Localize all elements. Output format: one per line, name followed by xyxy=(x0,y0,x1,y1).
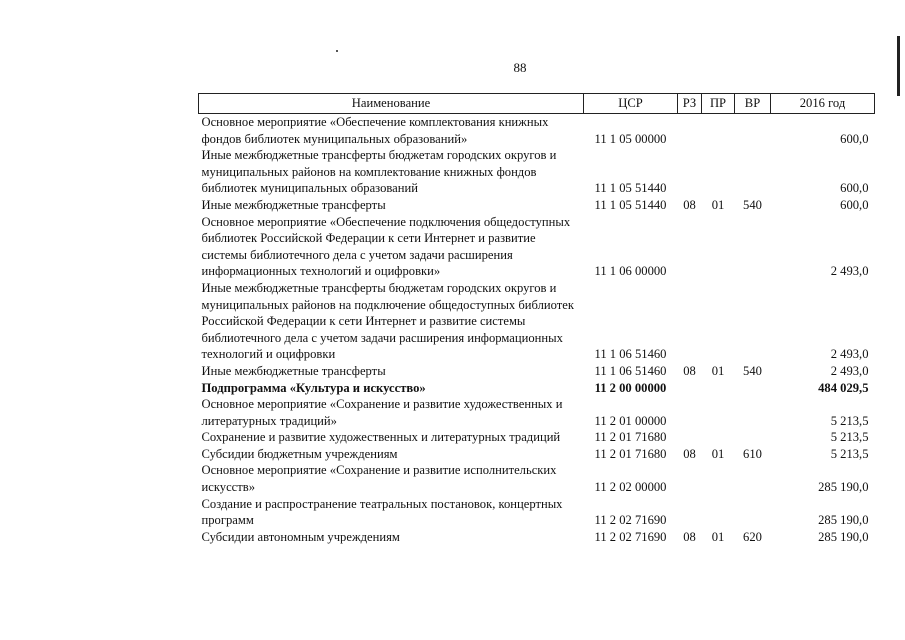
row-vr xyxy=(735,214,771,280)
row-name: Иные межбюджетные трансферты xyxy=(201,197,386,212)
row-name: Субсидии бюджетным учреждениям xyxy=(201,446,398,461)
row-vr xyxy=(735,429,771,446)
row-rz: 08 xyxy=(683,529,696,544)
row-vr: 540 xyxy=(743,197,762,212)
table-row xyxy=(199,147,875,197)
table-header xyxy=(199,94,875,114)
table-row xyxy=(199,380,875,397)
table-row xyxy=(199,462,875,495)
row-name: Иные межбюджетные трансферты бюджетам городских округов и муниципальных районов на комплектование книжных фондов библиотек муниципальных образований xyxy=(201,148,557,196)
row-vr xyxy=(735,380,771,397)
table-row xyxy=(199,114,875,148)
row-csr: 11 1 06 51460 xyxy=(594,363,667,378)
row-vr xyxy=(735,114,771,148)
table-row xyxy=(199,529,875,546)
row-rz: 08 xyxy=(683,446,696,461)
header-year: 2016 год xyxy=(771,94,875,114)
row-name: Основное мероприятие «Сохранение и развитие исполнительских искусств» xyxy=(201,463,557,495)
row-name: Создание и распространение театральных постановок, концертных программ xyxy=(201,496,563,528)
row-pr: 01 xyxy=(711,529,725,544)
header-vr: ВР xyxy=(735,94,771,114)
row-pr xyxy=(702,380,735,397)
row-pr xyxy=(702,280,735,363)
row-rz xyxy=(678,462,702,495)
row-vr xyxy=(735,462,771,495)
row-csr: 11 2 01 00000 xyxy=(594,413,667,428)
row-name: Основное мероприятие «Обеспечение подключения общедоступных библиотек Российской Федерации к сети Интернет и развитие системы библиотечного дела с учетом задачи расширения информационных технологий и оцифровки» xyxy=(201,214,571,279)
row-vr xyxy=(735,147,771,197)
row-value: 600,0 xyxy=(840,197,869,212)
row-rz xyxy=(678,429,702,446)
header-pr: ПР xyxy=(702,94,735,114)
row-rz: 08 xyxy=(683,197,696,212)
table-row xyxy=(199,429,875,446)
row-pr xyxy=(702,396,735,429)
row-name: Субсидии автономным учреждениям xyxy=(201,529,400,544)
row-pr: 01 xyxy=(711,197,725,212)
scan-speck xyxy=(336,50,338,52)
header-csr: ЦСР xyxy=(584,94,678,114)
row-value: 600,0 xyxy=(840,131,869,146)
row-value: 2 493,0 xyxy=(830,264,869,279)
header-name: Наименование xyxy=(199,94,584,114)
row-csr: 11 1 06 51460 xyxy=(594,347,667,362)
row-name: Основное мероприятие «Сохранение и развитие художественных и литературных традиций» xyxy=(201,397,563,428)
row-rz xyxy=(678,496,702,529)
row-pr xyxy=(702,462,735,495)
row-vr: 610 xyxy=(743,446,762,461)
row-value: 285 190,0 xyxy=(818,529,869,544)
row-value: 5 213,5 xyxy=(830,446,869,461)
row-rz xyxy=(678,380,702,397)
row-csr: 11 1 06 00000 xyxy=(594,264,667,279)
table-row xyxy=(199,396,875,429)
row-vr xyxy=(735,496,771,529)
row-csr: 11 1 05 51440 xyxy=(594,197,667,212)
row-csr: 11 2 02 00000 xyxy=(594,480,667,495)
row-value: 2 493,0 xyxy=(830,363,869,378)
row-rz: 08 xyxy=(683,363,696,378)
row-value: 285 190,0 xyxy=(818,513,869,528)
row-vr xyxy=(735,396,771,429)
row-csr: 11 2 02 71690 xyxy=(594,529,667,544)
table-row xyxy=(199,280,875,363)
row-name: Иные межбюджетные трансферты бюджетам городских округов и муниципальных районов на подключение общедоступных библиотек Российской Федерации к сети Интернет и развитие системы библиотечного дела с учетом задачи расширения информационных технологий и оцифровки xyxy=(201,280,574,362)
row-csr: 11 1 05 00000 xyxy=(594,131,667,146)
row-name: Подпрограмма «Культура и искусство» xyxy=(201,380,426,395)
row-csr: 11 2 01 71680 xyxy=(594,430,667,445)
row-rz xyxy=(678,147,702,197)
row-value: 5 213,5 xyxy=(830,413,869,428)
row-pr xyxy=(702,114,735,148)
row-vr: 540 xyxy=(743,363,762,378)
row-pr xyxy=(702,214,735,280)
row-rz xyxy=(678,214,702,280)
row-rz xyxy=(678,396,702,429)
table-body xyxy=(199,114,875,546)
table-row xyxy=(199,496,875,529)
row-vr: 620 xyxy=(743,529,762,544)
row-value: 600,0 xyxy=(840,181,869,196)
table-row xyxy=(199,446,875,463)
row-vr xyxy=(735,280,771,363)
row-pr xyxy=(702,496,735,529)
header-rz: РЗ xyxy=(678,94,702,114)
row-value: 484 029,5 xyxy=(818,380,869,395)
row-pr: 01 xyxy=(711,446,725,461)
table-row xyxy=(199,214,875,280)
row-rz xyxy=(678,114,702,148)
table-row xyxy=(199,363,875,380)
row-rz xyxy=(678,280,702,363)
row-csr: 11 2 02 71690 xyxy=(594,513,667,528)
table-row xyxy=(199,197,875,214)
row-name: Сохранение и развитие художественных и литературных традиций xyxy=(201,430,561,445)
page-number: 88 xyxy=(513,60,527,75)
row-csr: 11 2 00 00000 xyxy=(594,380,667,395)
row-value: 5 213,5 xyxy=(830,430,869,445)
row-pr: 01 xyxy=(711,363,725,378)
row-value: 285 190,0 xyxy=(818,480,869,495)
row-value: 2 493,0 xyxy=(830,347,869,362)
row-pr xyxy=(702,147,735,197)
row-name: Иные межбюджетные трансферты xyxy=(201,363,386,378)
row-name: Основное мероприятие «Обеспечение комплектования книжных фондов библиотек муниципальных образований» xyxy=(201,115,549,146)
row-pr xyxy=(702,429,735,446)
row-csr: 11 1 05 51440 xyxy=(594,181,667,196)
row-csr: 11 2 01 71680 xyxy=(594,446,667,461)
budget-table xyxy=(198,93,875,545)
